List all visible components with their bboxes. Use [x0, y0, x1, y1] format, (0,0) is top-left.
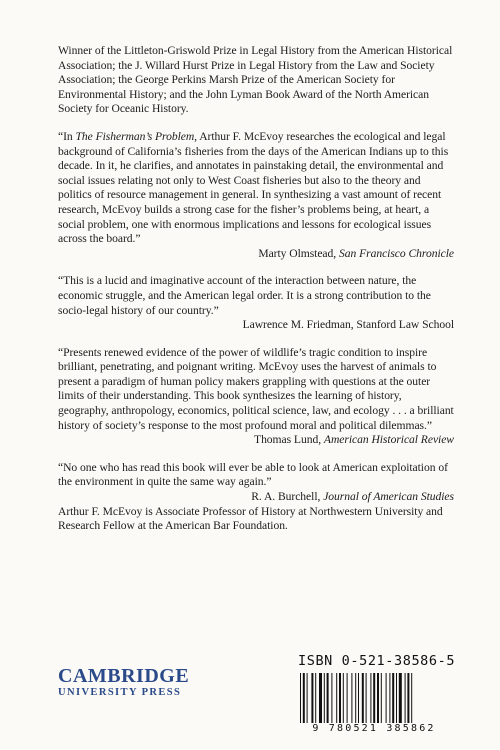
barcode-digits: 9 780521 385862 [296, 723, 452, 734]
barcode-bar [373, 673, 375, 723]
review-2 [58, 274, 454, 332]
review-4 [58, 461, 454, 505]
barcode-bar [307, 673, 308, 723]
review-1-author: Marty Olmstead, [258, 246, 337, 260]
review-3 [58, 346, 454, 448]
review-1 [58, 130, 454, 261]
publisher-name: CAMBRIDGE [58, 665, 190, 687]
isbn-text: ISBN 0-521-38586-5 [298, 653, 456, 669]
barcode-bar [315, 673, 316, 723]
barcode-bar [336, 673, 337, 723]
barcode-bar [381, 673, 382, 723]
barcode-bar [377, 673, 379, 723]
barcode-bar [389, 673, 390, 723]
barcode-bar [355, 673, 356, 723]
barcode-bar [300, 673, 301, 729]
review-3-quote: “Presents renewed evidence of the power of wildlife’s tragic condition to inspire brilliant, penetrating, and poignant writing. McEvoy uses the harvest of animals to present a paradigm of human policy makers grappling with questions at the outer limits of their understanding. This book synthesizes the learning of history, geography, anthropology, economics, political science, law, and ecology . . . a brilliant history of society’s response to the most profound moral and political dilemmas.” [58, 345, 454, 432]
barcode-bar [358, 673, 359, 729]
barcode-bar [324, 673, 325, 723]
review-4-source: Journal of American Studies [323, 490, 454, 504]
barcode-bar [351, 673, 352, 723]
barcode-bar [366, 673, 367, 723]
review-3-attribution [58, 433, 454, 448]
review-2-quote: “This is a lucid and imaginative account of the interaction between nature, the economic struggle, and the American legal order. It is a strong contribution to the socio-legal history of our country.” [58, 274, 431, 317]
review-3-source: American Historical Review [323, 433, 454, 447]
barcode-bar [370, 673, 371, 723]
review-1-source: San Francisco Chronicle [339, 246, 454, 260]
review-1-quote-rest: Arthur F. McEvoy researches the ecological and legal background of California’s fisheries from the days of the American Indians up to this decade. In it, he clarifies, and annotates in painstaking detail, the environmental and social issues relating not only to West Coast fisheries but also to the theory and politics of resource management in general. In synthesizing a vast amount of recent research, McEvoy builds a strong case for the fisher’s problems being, at heart, a social problem, one with enormous implications and lessons for ecological issues across the board.” [58, 129, 449, 246]
barcode-bar [386, 673, 387, 723]
barcode-bar [362, 673, 364, 723]
review-2-attribution [58, 318, 454, 333]
award-text: Winner of the Littleton-Griswold Prize in Legal History from the American Historical Association; the J. Willard Hurst Prize in Legal History from the Law and Society Association; the George Perkins Marsh Prize of the American Society for Environmental History; and the John Lyman Book Award of the North American Society for Oceanic History. [58, 44, 453, 116]
publisher-sub: UNIVERSITY PRESS [58, 687, 182, 698]
barcode-bar [339, 673, 341, 723]
publisher-logo [58, 666, 189, 700]
barcode-bar [399, 673, 402, 723]
barcode-bar [347, 673, 348, 723]
review-2-author: Lawrence M. Friedman, Stanford Law School [242, 318, 454, 332]
author-bio: Arthur F. McEvoy is Associate Professor of History at Northwestern University and Research Fellow at the American Bar Foundation. [58, 504, 443, 533]
book-title: The Fisherman’s Problem, [75, 129, 198, 143]
barcode-bar [411, 673, 412, 729]
barcode-bar [343, 673, 344, 723]
barcode-bar [311, 673, 313, 723]
barcode-bar [396, 673, 397, 723]
barcode-bars [296, 673, 452, 729]
review-3-author: Thomas Lund, [254, 433, 322, 447]
award-paragraph [58, 44, 454, 117]
barcode-bar [303, 673, 305, 723]
review-1-quote-open: “In [58, 129, 76, 143]
barcode [296, 673, 452, 738]
review-4-attribution [58, 490, 454, 505]
review-4-author: R. A. Burchell, [251, 490, 321, 504]
review-1-attribution [58, 247, 454, 262]
barcode-bar [405, 673, 406, 723]
review-1-quote [58, 130, 454, 247]
review-4-quote: “No one who has read this book will ever be able to look at American exploitation of the environment in quite the same way again.” [58, 460, 448, 489]
barcode-bar [331, 673, 332, 723]
barcode-bar [327, 673, 329, 723]
barcode-bar [407, 673, 409, 723]
barcode-bar [392, 673, 394, 723]
cover-text [58, 44, 454, 534]
barcode-bar [319, 673, 322, 723]
